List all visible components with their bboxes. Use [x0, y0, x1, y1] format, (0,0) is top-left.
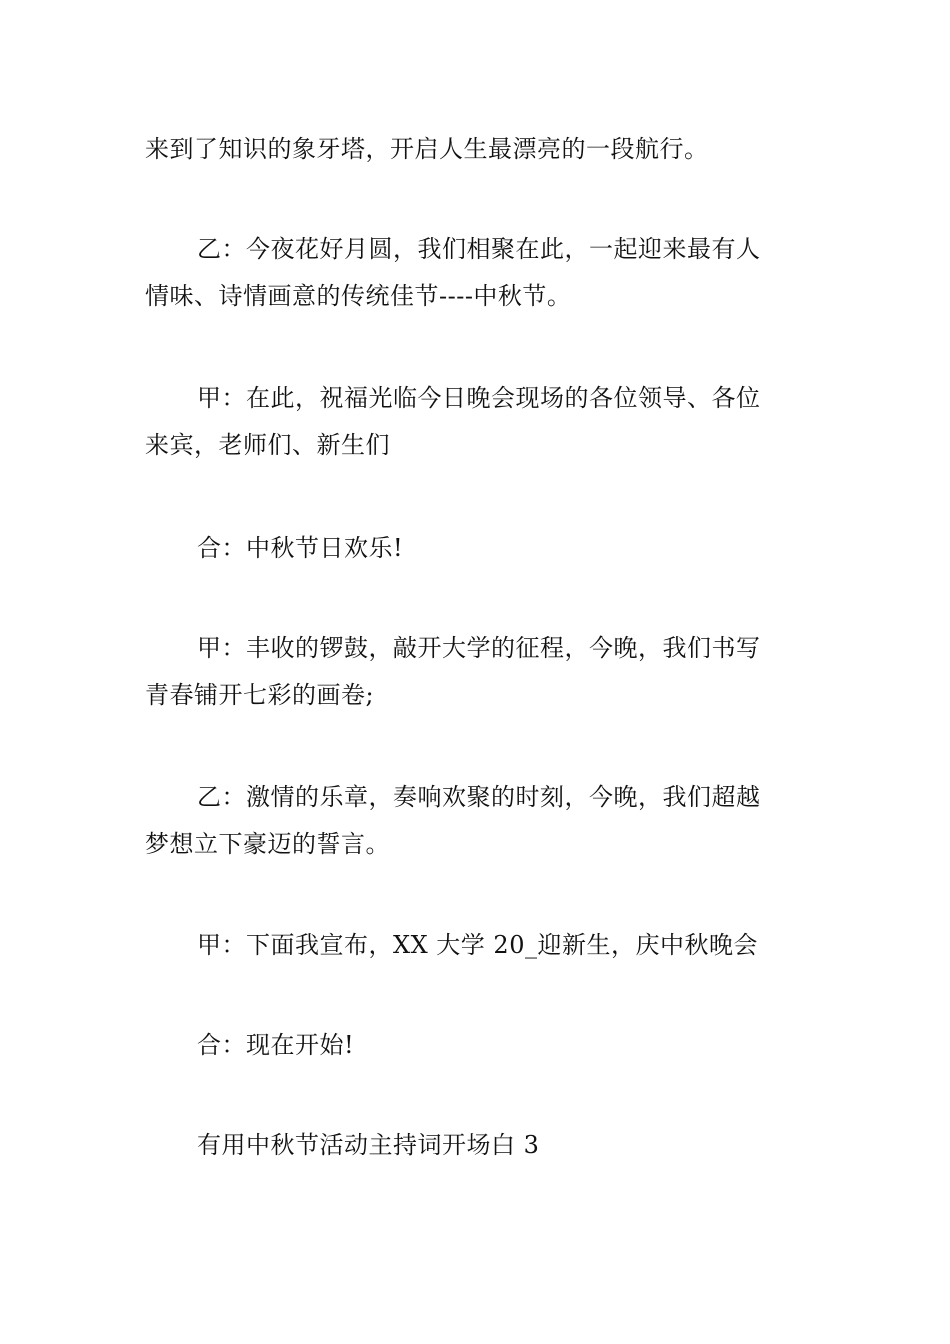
paragraph-line: 甲：在此，祝福光临今日晚会现场的各位领导、各位	[197, 384, 761, 412]
paragraph-line: 甲：下面我宣布，XX 大学 20_迎新生，庆中秋晚会	[197, 931, 758, 959]
paragraph-line: 来宾，老师们、新生们	[145, 431, 390, 459]
paragraph-yi-passion	[145, 774, 761, 868]
paragraph-line: 青春铺开七彩的画卷;	[145, 681, 375, 709]
paragraph-line: 乙：今夜花好月圆，我们相聚在此，一起迎来最有人	[197, 235, 761, 263]
paragraph-line: 来到了知识的象牙塔，开启人生最漂亮的一段航行。	[145, 135, 709, 163]
paragraph-together-wish	[145, 525, 403, 572]
paragraph-line: 梦想立下豪迈的誓言。	[145, 830, 390, 858]
paragraph-jia-harvest	[145, 625, 761, 719]
paragraph-together-begin	[145, 1022, 354, 1069]
paragraph-line: 情味、诗情画意的传统佳节----中秋节。	[145, 282, 572, 310]
section-heading	[145, 1122, 539, 1169]
paragraph-line: 甲：丰收的锣鼓，敲开大学的征程，今晚，我们书写	[197, 634, 761, 662]
heading-line: 有用中秋节活动主持词开场白 3	[197, 1131, 540, 1159]
paragraph-continuation	[145, 126, 709, 173]
paragraph-line: 合：中秋节日欢乐!	[197, 534, 404, 562]
paragraph-jia-announce	[145, 922, 758, 969]
paragraph-line: 乙：激情的乐章，奏响欢聚的时刻，今晚，我们超越	[197, 783, 761, 811]
paragraph-yi-welcome	[145, 226, 761, 320]
paragraph-line: 合：现在开始!	[197, 1031, 355, 1059]
paragraph-jia-greeting	[145, 375, 761, 469]
